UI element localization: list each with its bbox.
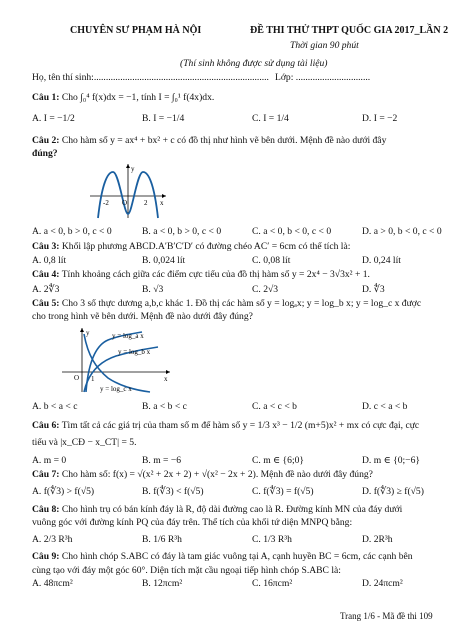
graph-label-origin: O [122,199,128,207]
option-b[interactable]: B. 1/6 R³h [142,534,182,545]
option-b[interactable]: B. a < 0, b > 0, c < 0 [142,226,222,237]
option-d[interactable]: D. 24πcm² [362,578,403,589]
question-number: Câu 7: [32,469,60,480]
exam-time: Thời gian 90 phút [290,40,359,51]
question-1 [32,92,214,104]
question-number: Câu 4: [32,269,60,280]
option-c[interactable]: C. f(∜3) = f(√5) [252,486,314,497]
question-text: Cho hình trụ có bán kính đáy là R, độ dài đường cao là R. Đường kính MN của đáy dưới [61,504,403,515]
option-c[interactable]: C. a < c < b [252,401,297,412]
question-text: Cho hàm số y = ax⁴ + bx² + c có đồ thị như hình vẽ bên dưới. Mệnh đề nào dưới đây [61,135,387,146]
question-7 [32,469,373,481]
option-b[interactable]: B. m = −6 [142,455,182,466]
option-a[interactable]: A. 2/3 R³h [32,534,73,545]
option-a[interactable]: A. b < a < c [32,401,78,412]
question-number: Câu 2: [32,135,60,146]
question-5 [32,298,421,310]
option-d[interactable]: D. c < a < b [362,401,408,412]
question-text-cont: tiểu và |x_CĐ − x_CT| = 5. [32,437,137,448]
question-text: Cho hàm số: f(x) = √(x² + 2x + 2) + √(x² − 2x + 2). Mệnh đề nào dưới đây đúng? [61,469,373,480]
question-text: Tìm tất cả các giá trị của tham số m để hàm số y = 1/3 x³ − 1/2 (m+5)x² + mx có cực đại, cực [61,420,420,431]
option-b[interactable]: B. a < b < c [142,401,187,412]
option-a[interactable]: A. I = −1/2 [32,113,75,124]
option-d[interactable]: D. I = −2 [362,113,398,124]
graph-label-one: 1 [91,375,95,383]
exam-title: ĐỀ THI THỬ THPT QUỐC GIA 2017_LẦN 2 [250,25,449,36]
option-b[interactable]: B. I = −1/4 [142,113,185,124]
option-c[interactable]: C. I = 1/4 [252,113,289,124]
question-6 [32,420,419,432]
question-3 [32,241,350,253]
option-a[interactable]: A. f(∜3) > f(√5) [32,486,95,497]
question-text: Cho ∫₀⁴ f(x)dx = −1, tính I = ∫₀¹ f(4x)dx. [61,92,215,103]
question-text: Cho 3 số thực dương a,b,c khác 1. Đồ thị các hàm số y = logₐx; y = log_b x; y = log_c x được [61,298,422,309]
option-a[interactable]: A. m = 0 [32,455,67,466]
question-text: Tính khoảng cách giữa các điểm cực tiểu của đồ thị hàm số y = 2x⁴ − 3√3x² + 1. [61,269,370,280]
graph-label-neg2: -2 [103,199,109,207]
option-d[interactable]: D. ∜3 [362,284,385,295]
option-b[interactable]: B. f(∜3) < f(√5) [142,486,204,497]
option-b[interactable]: B. √3 [142,284,164,295]
option-c[interactable]: C. 16πcm² [252,578,293,589]
graph-label-x: x [160,199,164,207]
option-c[interactable]: C. 0,08 lít [252,255,291,266]
question-text-cont: cùng tạo với đáy một góc 60°. Diện tích mặt cầu ngoại tiếp hình chóp S.ABC là: [32,565,341,576]
school-name: CHUYÊN SƯ PHẠM HÀ NỘI [70,25,202,36]
option-b[interactable]: B. 12πcm² [142,578,183,589]
option-c[interactable]: C. 2√3 [252,284,279,295]
graph-label-x: x [164,375,168,383]
option-a[interactable]: A. a < 0, b > 0, c < 0 [32,226,112,237]
question-number: Câu 3: [32,241,60,252]
question-text-cont: cho trong hình vẽ bên dưới. Mệnh đề nào dưới đây đúng? [32,311,253,322]
option-b[interactable]: B. 0,024 lít [142,255,186,266]
option-d[interactable]: D. a > 0, b < 0, c < 0 [362,226,442,237]
question-4 [32,269,370,281]
log-graph [60,326,172,394]
graph-label-log-a: y = log_a x [112,332,144,340]
question-2 [32,135,386,147]
graph-label-y: y [131,165,135,173]
option-d[interactable]: D. 0,24 lít [362,255,401,266]
graph-label-y: y [86,329,90,337]
name-line: Họ, tên thí sinh:......................................................................... [32,72,269,83]
exam-note: (Thí sinh không được sử dụng tài liệu) [180,58,328,69]
question-text-cont: đúng? [32,148,58,159]
class-line: Lớp: ............................... [275,72,371,83]
option-a[interactable]: A. 48πcm² [32,578,73,589]
option-d[interactable]: D. 2R³h [362,534,393,545]
option-a[interactable]: A. 2∜3 [32,284,60,295]
question-8 [32,504,402,516]
option-c[interactable]: C. 1/3 R³h [252,534,292,545]
question-text: Cho hình chóp S.ABC có đáy là tam giác vuông tại A, cạnh huyền BC = 6cm, các cạnh bên [61,551,413,562]
quartic-graph [88,162,168,220]
graph-label-origin: O [74,374,80,382]
option-d[interactable]: D. f(∜3) ≥ f(√5) [362,486,424,497]
graph-label-log-b: y = log_b x [118,348,151,356]
question-number: Câu 6: [32,420,60,431]
graph-label-2: 2 [144,199,148,207]
question-text: Khối lập phương ABCD.A′B′C′D′ có đường chéo AC′ = 6cm có thể tích là: [61,241,351,252]
question-number: Câu 9: [32,551,60,562]
option-c[interactable]: C. a < 0, b < 0, c < 0 [252,226,332,237]
question-number: Câu 8: [32,504,60,515]
question-number: Câu 5: [32,298,60,309]
question-text-cont: vuông góc với đường kính PQ của đáy trên. Thể tích của khối tứ diện MNPQ bằng: [32,517,353,528]
option-a[interactable]: A. 0,8 lít [32,255,67,266]
option-d[interactable]: D. m ∈ {0;−6} [362,455,420,466]
question-9 [32,551,413,563]
question-number: Câu 1: [32,92,60,103]
page-footer: Trang 1/6 - Mã đề thi 109 [340,611,433,621]
option-c[interactable]: C. m ∈ {6;0} [252,455,305,466]
graph-label-log-c: y = log_c x [100,385,132,393]
